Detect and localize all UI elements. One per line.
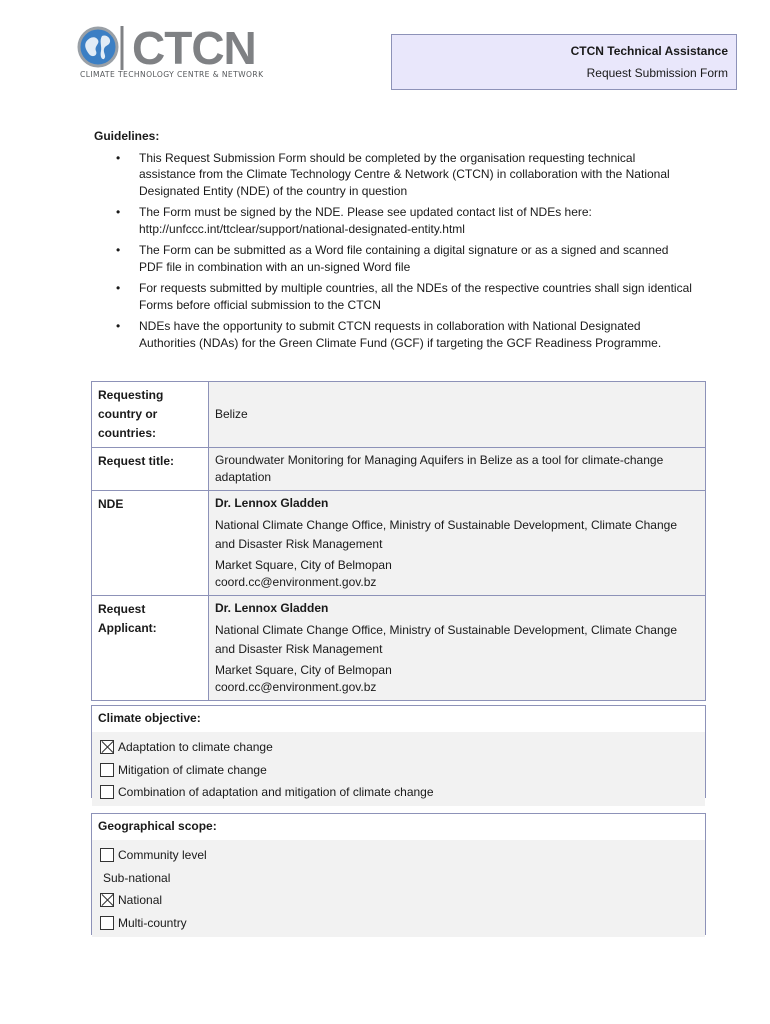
table-row (92, 491, 706, 596)
logo-wordmark: CTCN (132, 22, 256, 74)
guideline-item: • The Form can be submitted as a Word file containing a digital signature or as a signed and scanned PDF file in combination with an un-signed Word file (116, 243, 669, 274)
checkbox-checked[interactable] (100, 893, 114, 907)
option-combination[interactable]: Combination of adaptation and mitigation of climate change (100, 781, 697, 804)
option-mitigation[interactable]: Mitigation of climate change (100, 759, 697, 782)
climate-objective-title: Climate objective: (92, 706, 705, 732)
bullet-icon: • (116, 150, 121, 165)
nde-name: Dr. Lennox Gladden (215, 496, 329, 510)
nde-org: National Climate Change Office, Ministry of Sustainable Development, Climate Change and Disaster Risk Management (215, 518, 678, 551)
checkbox-unchecked[interactable] (100, 916, 114, 930)
checkbox-unchecked[interactable] (100, 785, 114, 799)
request-info-table (91, 381, 706, 701)
form-header (391, 34, 737, 90)
applicant-name: Dr. Lennox Gladden (215, 601, 329, 615)
option-multi-country[interactable]: Multi-country (100, 912, 697, 935)
title-value[interactable]: Groundwater Monitoring for Managing Aquifers in Belize as a tool for climate-change adaptation (209, 448, 706, 491)
geographical-scope-options (92, 840, 705, 937)
logo-subtitle: CLIMATE TECHNOLOGY CENTRE & NETWORK (80, 70, 264, 79)
form-header-title: CTCN Technical Assistance (570, 44, 728, 58)
nde-label: NDE (92, 491, 209, 596)
ctcn-logo (76, 24, 306, 84)
applicant-label: Request Applicant: (92, 596, 209, 701)
applicant-org: National Climate Change Office, Ministry of Sustainable Development, Climate Change and Disaster Risk Management (215, 623, 678, 656)
geographical-scope-section (91, 813, 706, 935)
nde-email: coord.cc@environment.gov.bz (215, 575, 377, 589)
option-community-level[interactable]: Community level (100, 844, 697, 867)
table-row (92, 596, 706, 701)
bullet-icon: • (116, 319, 121, 333)
geographical-scope-title: Geographical scope: (92, 814, 705, 840)
guidelines-title: Guidelines: (94, 129, 160, 143)
bullet-icon: • (116, 281, 121, 295)
title-label: Request title: (92, 448, 209, 491)
globe-icon (76, 24, 124, 72)
guidelines-list (94, 150, 694, 352)
checkbox-unchecked[interactable] (100, 848, 114, 862)
climate-objective-section (91, 705, 706, 798)
bullet-icon: • (116, 205, 121, 219)
guideline-item: • The Form must be signed by the NDE. Please see updated contact list of NDEs here: http://unfccc.int/ttclear/support/national-designated-entity.html (116, 205, 592, 236)
table-row (92, 448, 706, 491)
applicant-value[interactable] (209, 596, 706, 701)
option-national[interactable]: National (100, 889, 697, 912)
applicant-address: Market Square, City of Belmopan (215, 663, 392, 677)
option-adaptation[interactable]: Adaptation to climate change (100, 736, 697, 759)
guideline-item: • This Request Submission Form should be completed by the organisation requesting technical assistance from the Climate Technology Centre & Network (CTCN) in collaboration with the National Designated Entity (NDE) of the country in question (116, 150, 670, 198)
guideline-item: • NDEs have the opportunity to submit CTCN requests in collaboration with National Designated Authorities (NDAs) for the Green Climate Fund (GCF) if targeting the GCF Readiness Programme. (116, 319, 662, 350)
country-value[interactable]: Belize (209, 382, 706, 448)
option-sub-national[interactable]: Sub-national (103, 870, 171, 885)
climate-objective-options (92, 732, 705, 806)
country-label: Requesting country or countries: (92, 382, 209, 448)
guideline-item: • For requests submitted by multiple countries, all the NDEs of the respective countries shall sign identical Forms before official submission to the CTCN (116, 281, 692, 312)
table-row (92, 382, 706, 448)
guidelines-section (94, 128, 694, 356)
form-header-subtitle: Request Submission Form (586, 66, 728, 80)
nde-value[interactable] (209, 491, 706, 596)
applicant-email: coord.cc@environment.gov.bz (215, 680, 377, 694)
bullet-icon: • (116, 243, 121, 257)
checkbox-unchecked[interactable] (100, 763, 114, 777)
nde-address: Market Square, City of Belmopan (215, 558, 392, 572)
checkbox-checked[interactable] (100, 740, 114, 754)
